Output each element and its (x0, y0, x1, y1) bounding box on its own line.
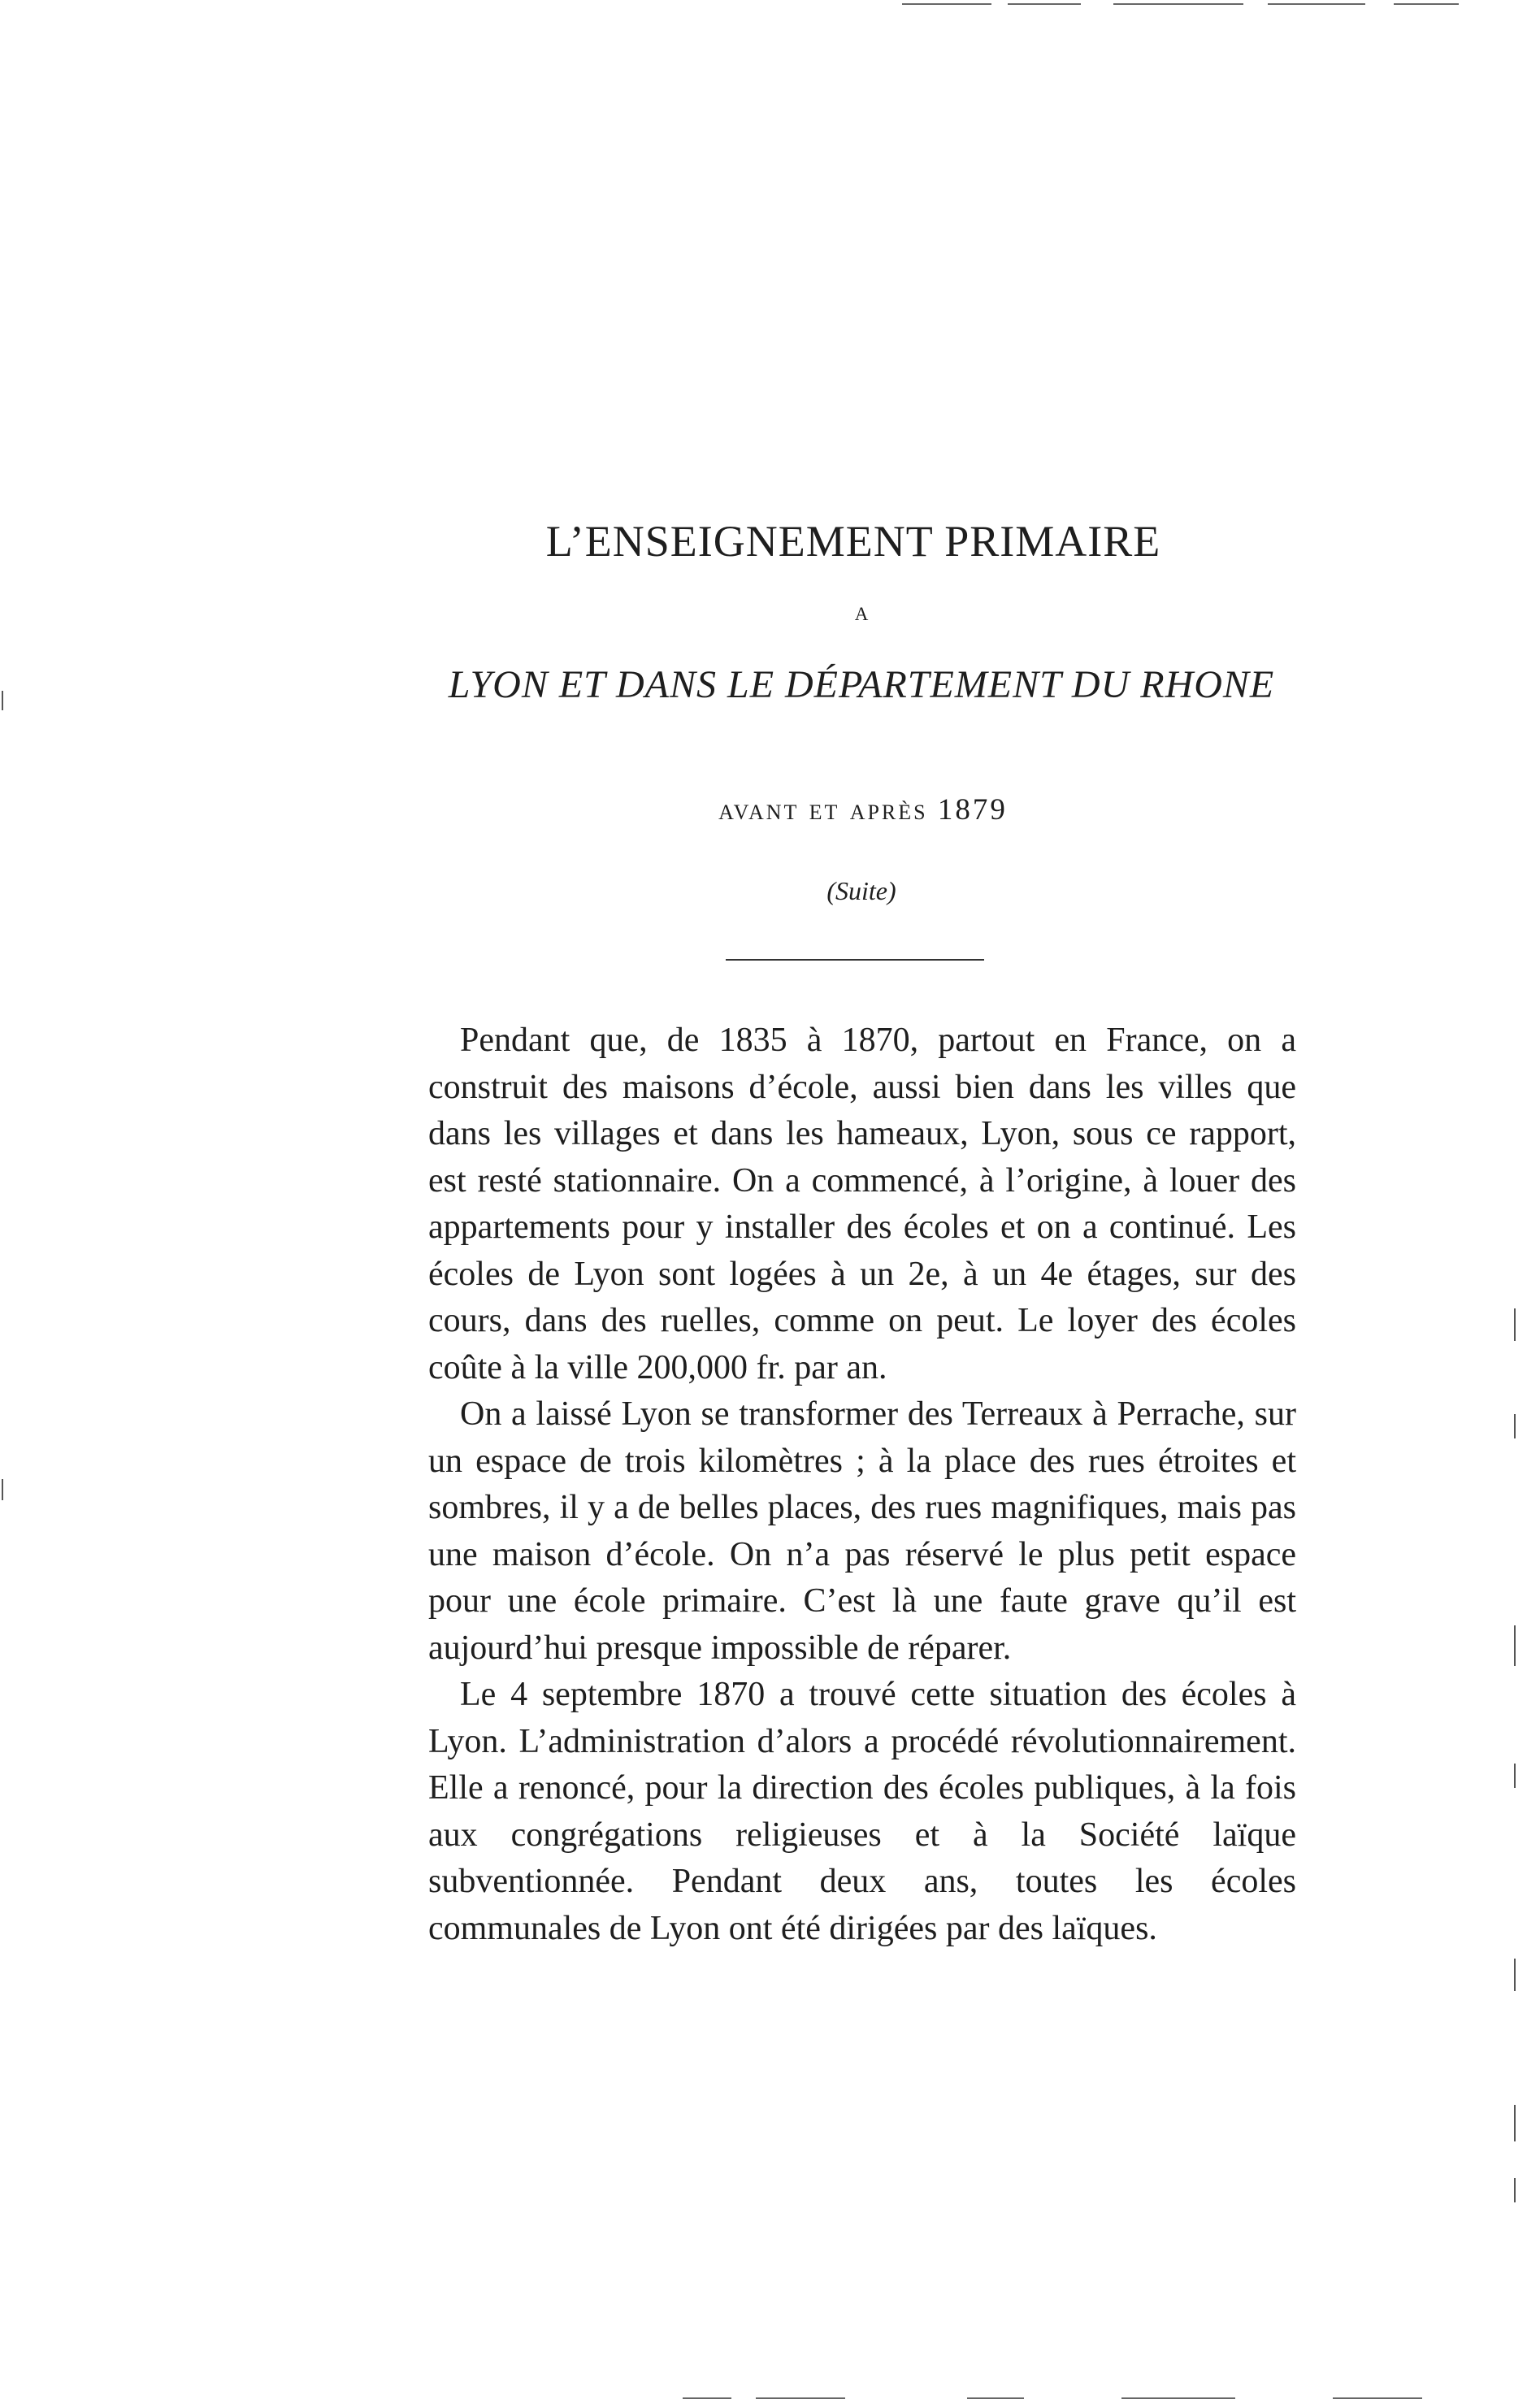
continuation-note: (Suite) (826, 876, 896, 905)
title-preposition: A (854, 604, 869, 624)
paragraph-2: On a laissé Lyon se transformer des Terreaux à Perrache, sur un espace de trois kilomètres ; à la place des rues étroites et sombres, il y a de belles places, des rues magnifiques, mais pas une maison d’école. On n’a pas réservé le plus petit espace pour une école primaire. C’est là une faute grave qu’il est aujourd’hui presque impossible de réparer. (428, 1395, 1296, 1667)
document-dateline: avant et après 1879 (718, 793, 1008, 827)
paragraph-1: Pendant que, de 1835 à 1870, partout en France, on a construit des maisons d’école, aussi bien dans les villes que dans les villages et dans les hameaux, Lyon, sous ce rapport, est resté stationnaire. On a commencé, à l’origine, à louer des appartements pour y installer des écoles et on a continué. Les écoles de Lyon sont logées à un 2e, à un 4e étages, sur des cours, dans des ruelles, comme on peut. Le loyer des écoles coûte à la ville 200,000 fr. par an. (428, 1022, 1296, 1386)
section-divider (726, 959, 984, 961)
document-subtitle: LYON ET DANS LE DÉPARTEMENT DU RHONE (448, 663, 1275, 706)
document-title: L’ENSEIGNEMENT PRIMAIRE (545, 517, 1161, 566)
paragraph-3: Le 4 septembre 1870 a trouvé cette situation des écoles à Lyon. L’administration d’alors a procédé révolutionnairement. Elle a renoncé, pour la direction des écoles publiques, à la fois aux congrégations religieuses et à la Société laïque subventionnée. Pendant deux ans, toutes les écoles communales de Lyon ont été dirigées par des laïques. (428, 1676, 1296, 1947)
body-text (428, 1017, 1296, 1952)
